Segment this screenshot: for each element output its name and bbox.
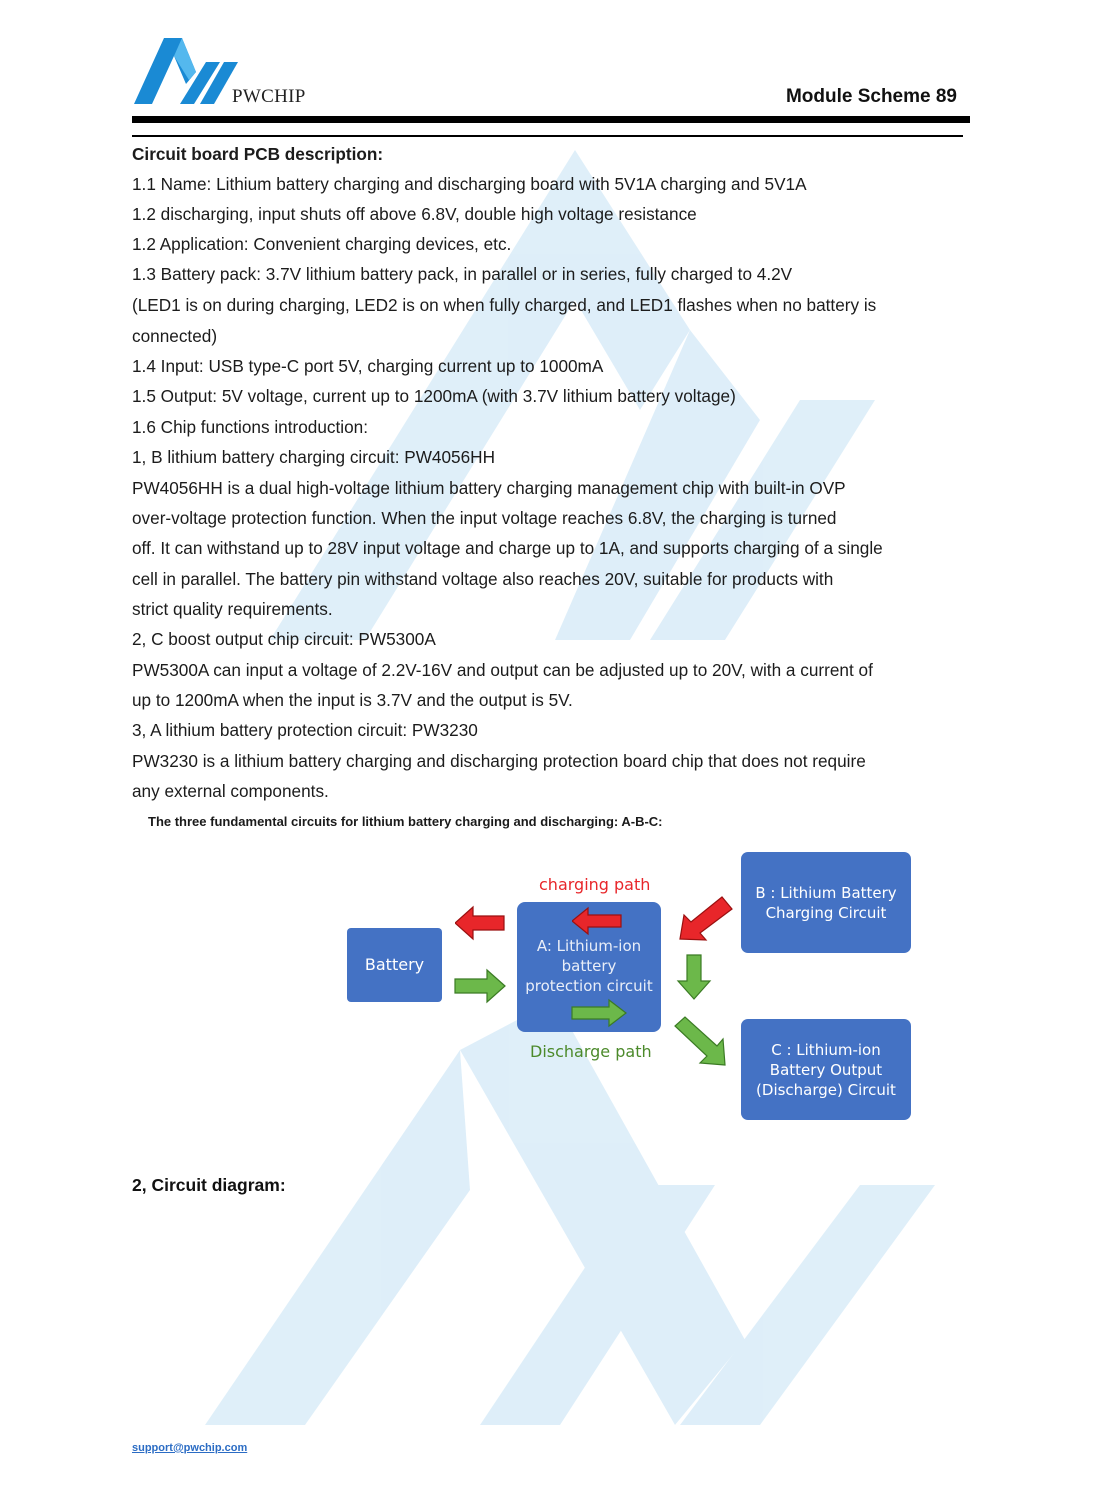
- box-a-line: protection circuit: [525, 977, 653, 995]
- body-line: PW5300A can input a voltage of 2.2V-16V and output can be adjusted up to 20V, with a current of: [132, 660, 873, 680]
- header-rule-thin: [132, 135, 963, 137]
- body-line: 1.2 Application: Convenient charging devices, etc.: [132, 234, 512, 254]
- body-line: 1.5 Output: 5V voltage, current up to 1200mA (with 3.7V lithium battery voltage): [132, 386, 736, 406]
- body-line: PW4056HH is a dual high-voltage lithium battery charging management chip with built-in OVP: [132, 478, 846, 498]
- body-line: 1.4 Input: USB type-C port 5V, charging current up to 1000mA: [132, 356, 604, 376]
- body-line: 1, B lithium battery charging circuit: PW4056HH: [132, 447, 495, 467]
- box-b-line: B : Lithium Battery: [755, 883, 897, 902]
- body-line: 1.3 Battery pack: 3.7V lithium battery pack, in parallel or in series, fully charged to 4.2V: [132, 264, 793, 284]
- box-a-line: A: Lithium-ion: [536, 937, 642, 955]
- module-title: Module Scheme 89: [785, 86, 957, 107]
- body-line: cell in parallel. The battery pin withstand voltage also reaches 20V, suitable for products with: [132, 569, 834, 589]
- charging-path-label: charging path: [539, 875, 651, 894]
- body-line: any external components.: [132, 781, 329, 801]
- battery-box: [347, 928, 442, 1002]
- body-line: PW3230 is a lithium battery charging and discharging protection board chip that does not require: [132, 751, 866, 771]
- diagram-caption: The three fundamental circuits for lithium battery charging and discharging: A-B-C:: [148, 814, 663, 829]
- body-line: 1.6 Chip functions introduction:: [132, 417, 368, 437]
- arrow-diagonal-green-icon: [672, 1015, 728, 1067]
- header-rule-thick: [132, 116, 970, 123]
- box-c-line: (Discharge) Circuit: [756, 1080, 896, 1099]
- body-line: over-voltage protection function. When the input voltage reaches 6.8V, the charging is turned: [132, 508, 837, 528]
- discharge-path-label: Discharge path: [530, 1042, 652, 1061]
- body-line: (LED1 is on during charging, LED2 is on when fully charged, and LED1 flashes when no battery is: [132, 295, 877, 315]
- arrow-left-red-icon: [572, 906, 622, 936]
- body-line: connected): [132, 326, 218, 346]
- arrow-diagonal-red-icon: [678, 895, 734, 943]
- body-line: strict quality requirements.: [132, 599, 333, 619]
- box-c-line: Battery Output: [769, 1060, 883, 1079]
- charging-circuit-box: [741, 852, 911, 953]
- body-line: 1.1 Name: Lithium battery charging and discharging board with 5V1A charging and 5V1A: [132, 174, 807, 194]
- body-line: 2, C boost output chip circuit: PW5300A: [132, 629, 436, 649]
- body-line: off. It can withstand up to 28V input voltage and charge up to 1A, and supports charging of a single: [132, 538, 883, 558]
- output-circuit-box: [741, 1019, 911, 1120]
- arrow-right-green-icon: [571, 998, 627, 1028]
- logo-text: PWCHIP: [232, 86, 306, 107]
- arrow-down-green-icon: [676, 953, 712, 1001]
- support-email-link[interactable]: support@pwchip.com: [132, 1442, 248, 1454]
- body-line: 3, A lithium battery protection circuit: PW3230: [132, 720, 478, 740]
- box-a-line: battery: [561, 957, 617, 975]
- section2-title: 2, Circuit diagram:: [132, 1175, 286, 1195]
- body-line: 1.2 discharging, input shuts off above 6.8V, double high voltage resistance: [132, 204, 697, 224]
- body-line: up to 1200mA when the input is 3.7V and the output is 5V.: [132, 690, 573, 710]
- box-c-line: C : Lithium-ion: [771, 1040, 881, 1059]
- arrow-left-red-icon: [455, 905, 505, 941]
- section1-title: Circuit board PCB description:: [132, 144, 384, 164]
- battery-label: Battery: [364, 955, 425, 974]
- arrow-right-green-icon: [454, 968, 506, 1004]
- box-b-line: Charging Circuit: [765, 903, 887, 922]
